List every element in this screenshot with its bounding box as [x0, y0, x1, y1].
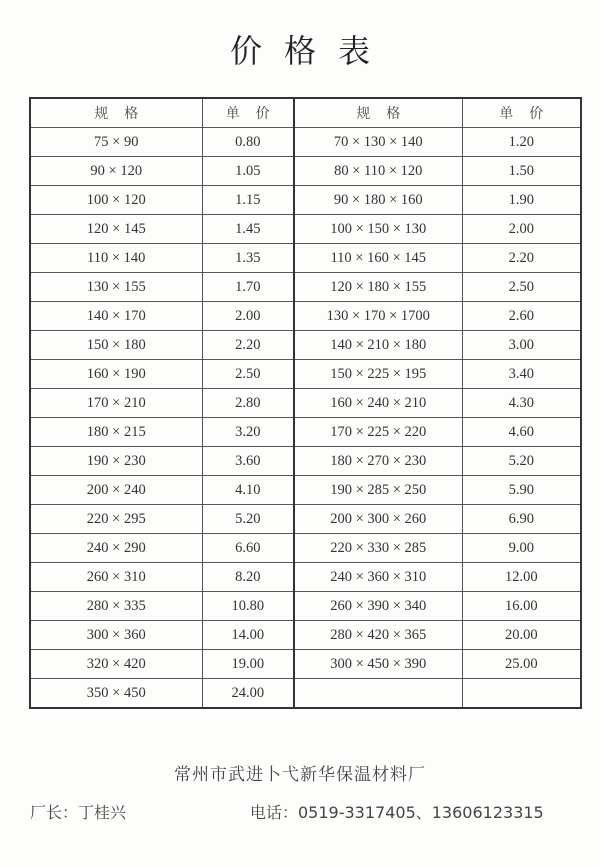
table-row: [30, 186, 581, 215]
price-cell: 25.00: [462, 650, 581, 679]
spec-cell: 170 × 225 × 220: [294, 418, 462, 447]
table-row: [30, 679, 581, 709]
spec-cell: [294, 679, 462, 709]
header-spec: 规格: [294, 98, 462, 128]
spec-cell: 300 × 360: [30, 621, 202, 650]
spec-cell: 80 × 110 × 120: [294, 157, 462, 186]
price-cell: 2.20: [462, 244, 581, 273]
spec-cell: 160 × 240 × 210: [294, 389, 462, 418]
spec-cell: 320 × 420: [30, 650, 202, 679]
table-row: [30, 476, 581, 505]
price-cell: 1.70: [202, 273, 294, 302]
price-cell: [462, 679, 581, 709]
price-cell: 10.80: [202, 592, 294, 621]
price-cell: 1.35: [202, 244, 294, 273]
spec-cell: 220 × 295: [30, 505, 202, 534]
spec-cell: 70 × 130 × 140: [294, 128, 462, 157]
price-cell: 2.60: [462, 302, 581, 331]
manager-name: 厂长：丁桂兴: [30, 803, 127, 822]
price-cell: 2.50: [462, 273, 581, 302]
price-cell: 1.05: [202, 157, 294, 186]
spec-cell: 240 × 360 × 310: [294, 563, 462, 592]
price-cell: 3.00: [462, 331, 581, 360]
spec-cell: 75 × 90: [30, 128, 202, 157]
price-cell: 6.60: [202, 534, 294, 563]
spec-cell: 180 × 215: [30, 418, 202, 447]
spec-cell: 110 × 160 × 145: [294, 244, 462, 273]
price-cell: 5.20: [462, 447, 581, 476]
spec-cell: 140 × 210 × 180: [294, 331, 462, 360]
company-name: 常州市武进卜弋新华保温材料厂: [174, 765, 426, 785]
spec-cell: 150 × 180: [30, 331, 202, 360]
phone-number: 电话：0519-3317405、13606123315: [250, 803, 544, 822]
table-row: [30, 592, 581, 621]
price-cell: 0.80: [202, 128, 294, 157]
spec-cell: 100 × 120: [30, 186, 202, 215]
price-cell: 2.80: [202, 389, 294, 418]
table-row: [30, 505, 581, 534]
price-cell: 1.15: [202, 186, 294, 215]
table-row: [30, 447, 581, 476]
table-row: [30, 563, 581, 592]
table-row: [30, 157, 581, 186]
price-cell: 1.20: [462, 128, 581, 157]
header-spec: 规格: [30, 98, 202, 128]
price-cell: 4.30: [462, 389, 581, 418]
spec-cell: 300 × 450 × 390: [294, 650, 462, 679]
price-cell: 19.00: [202, 650, 294, 679]
spec-cell: 90 × 180 × 160: [294, 186, 462, 215]
spec-cell: 140 × 170: [30, 302, 202, 331]
price-cell: 9.00: [462, 534, 581, 563]
price-cell: 12.00: [462, 563, 581, 592]
spec-cell: 260 × 390 × 340: [294, 592, 462, 621]
spec-cell: 100 × 150 × 130: [294, 215, 462, 244]
table-row: [30, 128, 581, 157]
table-row: [30, 650, 581, 679]
table-row: [30, 360, 581, 389]
spec-cell: 240 × 290: [30, 534, 202, 563]
price-cell: 1.45: [202, 215, 294, 244]
price-cell: 5.20: [202, 505, 294, 534]
price-cell: 1.50: [462, 157, 581, 186]
table-row: [30, 621, 581, 650]
spec-cell: 220 × 330 × 285: [294, 534, 462, 563]
price-cell: 5.90: [462, 476, 581, 505]
spec-cell: 130 × 170 × 1700: [294, 302, 462, 331]
table-row: [30, 302, 581, 331]
spec-cell: 160 × 190: [30, 360, 202, 389]
spec-cell: 260 × 310: [30, 563, 202, 592]
price-cell: 2.00: [202, 302, 294, 331]
spec-cell: 190 × 230: [30, 447, 202, 476]
spec-cell: 120 × 180 × 155: [294, 273, 462, 302]
price-cell: 3.20: [202, 418, 294, 447]
table-row: [30, 389, 581, 418]
table-row: [30, 273, 581, 302]
price-cell: 4.60: [462, 418, 581, 447]
header-price: 单价: [202, 98, 294, 128]
spec-cell: 110 × 140: [30, 244, 202, 273]
spec-cell: 200 × 240: [30, 476, 202, 505]
price-cell: 2.50: [202, 360, 294, 389]
table-row: [30, 331, 581, 360]
price-cell: 2.20: [202, 331, 294, 360]
price-cell: 16.00: [462, 592, 581, 621]
price-cell: 14.00: [202, 621, 294, 650]
price-cell: 6.90: [462, 505, 581, 534]
spec-cell: 170 × 210: [30, 389, 202, 418]
page-title: 价格表: [229, 32, 392, 70]
price-cell: 8.20: [202, 563, 294, 592]
spec-cell: 200 × 300 × 260: [294, 505, 462, 534]
table-row: [30, 418, 581, 447]
price-cell: 3.60: [202, 447, 294, 476]
price-cell: 3.40: [462, 360, 581, 389]
price-cell: 24.00: [202, 679, 294, 709]
table-row: [30, 244, 581, 273]
price-cell: 1.90: [462, 186, 581, 215]
price-cell: 4.10: [202, 476, 294, 505]
header-price: 单价: [462, 98, 581, 128]
spec-cell: 350 × 450: [30, 679, 202, 709]
spec-cell: 280 × 420 × 365: [294, 621, 462, 650]
price-cell: 2.00: [462, 215, 581, 244]
spec-cell: 190 × 285 × 250: [294, 476, 462, 505]
spec-cell: 120 × 145: [30, 215, 202, 244]
spec-cell: 130 × 155: [30, 273, 202, 302]
table-row: [30, 534, 581, 563]
price-table: [29, 97, 582, 709]
price-cell: 20.00: [462, 621, 581, 650]
spec-cell: 180 × 270 × 230: [294, 447, 462, 476]
spec-cell: 280 × 335: [30, 592, 202, 621]
table-header-row: [30, 98, 581, 128]
spec-cell: 150 × 225 × 195: [294, 360, 462, 389]
spec-cell: 90 × 120: [30, 157, 202, 186]
table-row: [30, 215, 581, 244]
